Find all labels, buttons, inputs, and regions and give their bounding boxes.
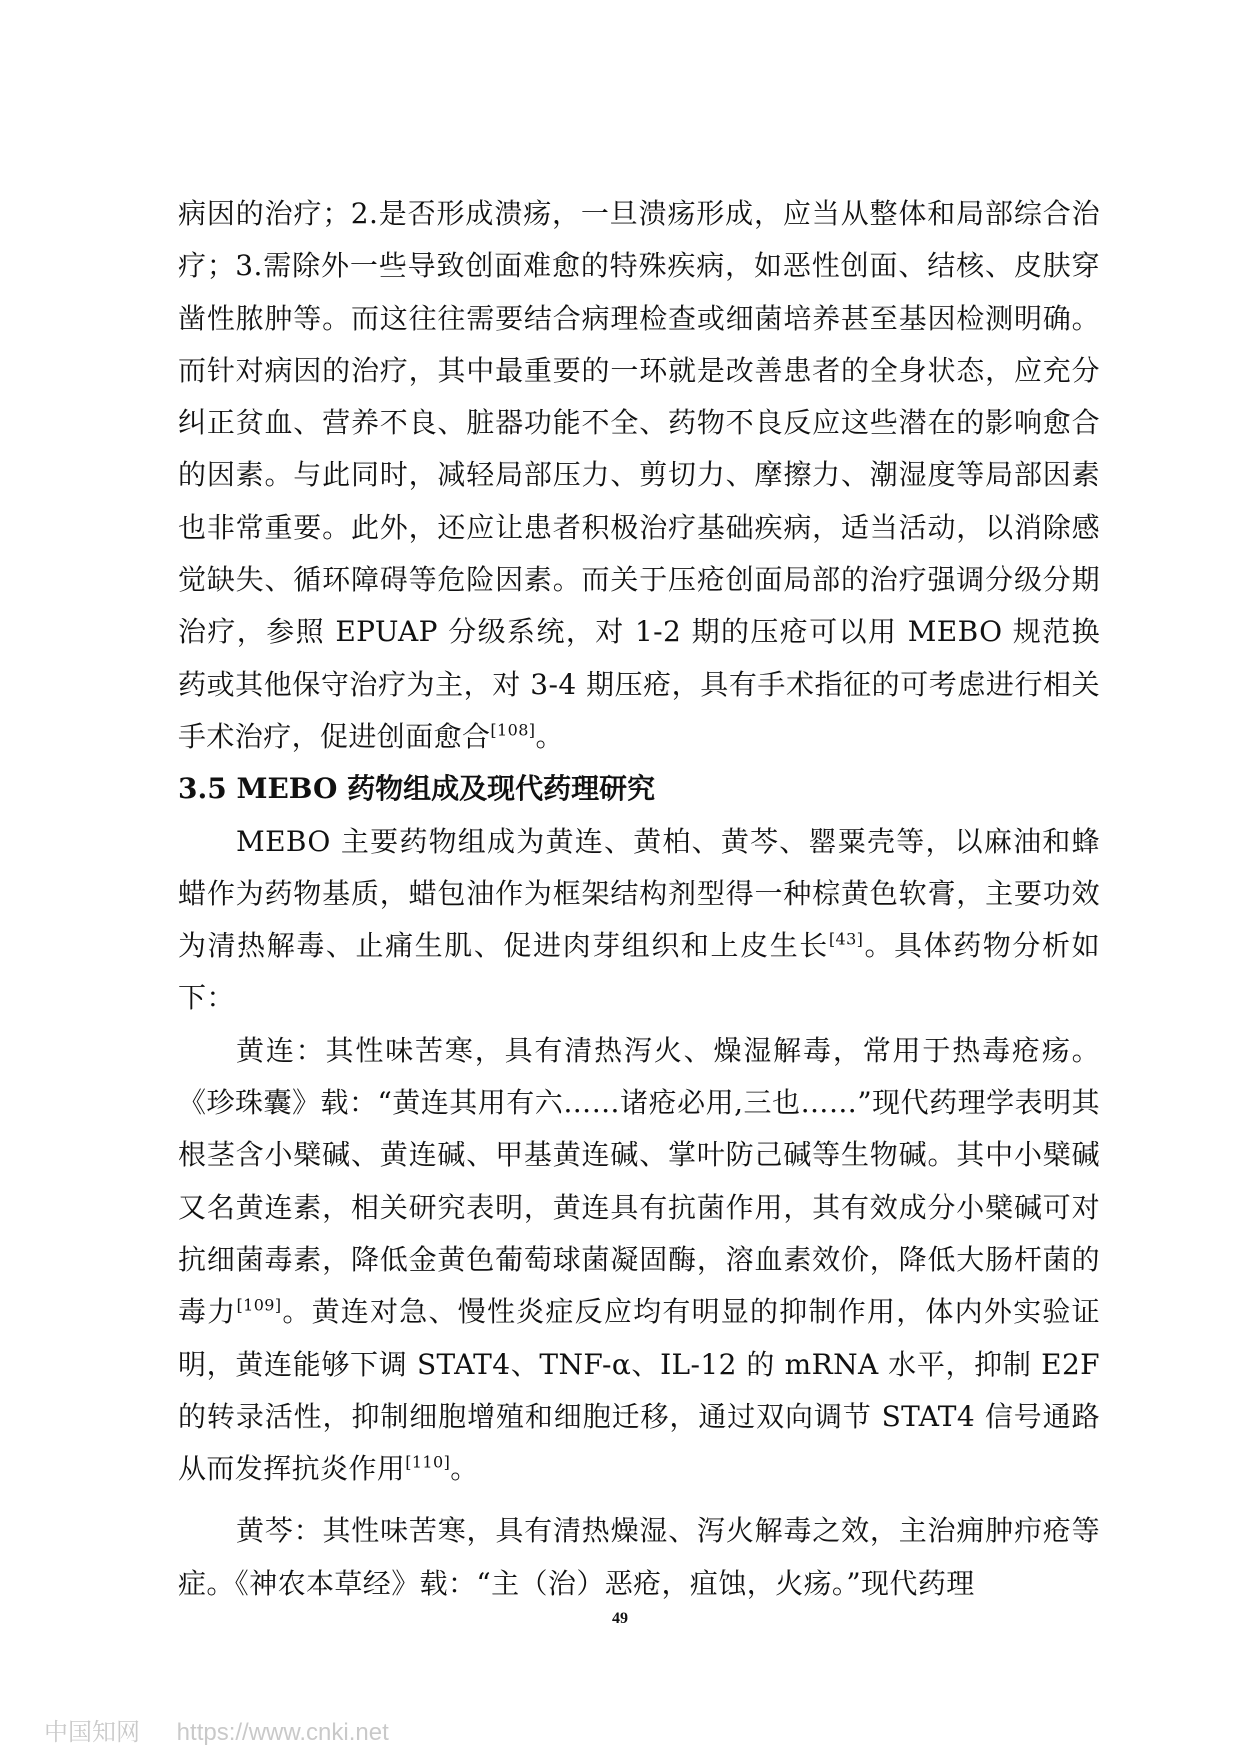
- paragraph-pressure-ulcer-treatment: [178, 188, 1100, 763]
- paragraph-text-end: 。: [450, 1452, 479, 1486]
- paragraph-huangqin: [178, 1505, 1100, 1610]
- paragraph-text-end: 。: [535, 719, 564, 753]
- citation-43: [43]: [828, 929, 864, 949]
- paragraph-text-end: 。具体药物分析如下：: [178, 929, 1100, 1015]
- citation-108: [108]: [490, 720, 536, 740]
- paragraph-mebo-composition: [178, 816, 1100, 1025]
- paragraph-text-middle: 。黄连对急、慢性炎症反应均有明显的抑制作用，体内外实验证明，黄连能够下调 STAT4、TNF-α、IL-12 的 mRNA 水平，抑制 E2F 的转录活性，抑制细胞增殖和细胞迁移，通过双向调节 STAT4 信号通路从而发挥抗炎作用: [178, 1295, 1100, 1486]
- page-number: 49: [612, 1610, 628, 1627]
- paragraph-huanglian: [178, 1025, 1100, 1496]
- citation-110: [110]: [405, 1452, 451, 1472]
- cnki-logo-text: 中国知网: [44, 1719, 140, 1746]
- citation-109: [109]: [236, 1295, 282, 1315]
- paragraph-text: 病因的治疗；2.是否形成溃疡，一旦溃疡形成，应当从整体和局部综合治疗；3.需除外一些导致创面难愈的特殊疾病，如恶性创面、结核、皮肤穿凿性脓肿等。而这往往需要结合病理检查或细菌培养甚至基因检测明确。而针对病因的治疗，其中最重要的一环就是改善患者的全身状态，应充分纠正贫血、营养不良、脏器功能不全、药物不良反应这些潜在的影响愈合的因素。与此同时，减轻局部压力、剪切力、摩擦力、潮湿度等局部因素也非常重要。此外，还应让患者积极治疗基础疾病，适当活动，以消除感觉缺失、循环障碍等危险因素。而关于压疮创面局部的治疗强调分级分期治疗，参照 EPUAP 分级系统，对 1-2 期的压疮可以用 MEBO 规范换药或其他保守治疗为主，对 3-4 期压疮，具有手术指征的可考虑进行相关手术治疗，促进创面愈合: [178, 197, 1100, 753]
- cnki-watermark: [44, 1712, 389, 1747]
- section-heading: 3.5 MEBO 药物组成及现代药理研究: [178, 772, 656, 806]
- paragraph-text: 黄芩：其性味苦寒，具有清热燥湿、泻火解毒之效，主治痈肿疖疮等症。《神农本草经》载：“主（治）恶疮，疽蚀，火疡。”现代药理: [178, 1514, 1100, 1600]
- paragraph-text: 黄连：其性味苦寒，具有清热泻火、燥湿解毒，常用于热毒疮疡。《珍珠囊》载：“黄连其用有六……诸疮必用,三也……”现代药理学表明其根茎含小檗碱、黄连碱、甲基黄连碱、掌叶防己碱等生物碱。其中小檗碱又名黄连素，相关研究表明，黄连具有抗菌作用，其有效成分小檗碱可对抗细菌毒素，降低金黄色葡萄球菌凝固酶，溶血素效价，降低大肠杆菌的毒力: [178, 1033, 1100, 1329]
- page-body: [178, 188, 1100, 1610]
- cnki-url: https://www.cnki.net: [176, 1719, 389, 1746]
- paragraph-text: MEBO 主要药物组成为黄连、黄柏、黄芩、罂粟壳等，以麻油和蜂蜡作为药物基质，蜡包油作为框架结构剂型得一种棕黄色软膏，主要功效为清热解毒、止痛生肌、促进肉芽组织和上皮生长: [178, 824, 1100, 963]
